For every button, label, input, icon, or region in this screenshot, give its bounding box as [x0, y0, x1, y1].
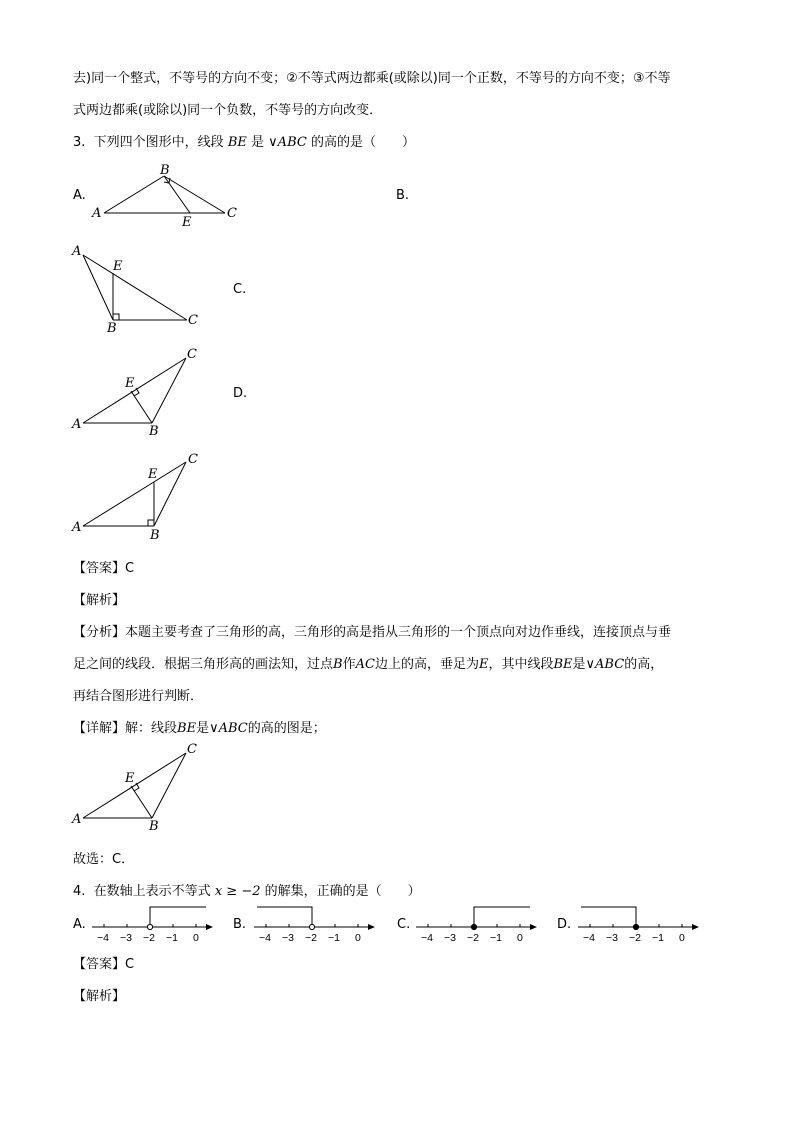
- q3-fenxi-seg-be: BE: [553, 657, 573, 672]
- q4-d-tick-4: −1: [652, 932, 664, 944]
- q4-a-tick-1: −4: [97, 932, 109, 944]
- q4-a-tick-4: −1: [166, 932, 178, 944]
- q3-fenxi-label: 【分析】: [73, 625, 126, 640]
- q3-fenxi-2e: 是: [572, 657, 586, 672]
- q4-option-b-label: B.: [233, 917, 247, 932]
- q4-number: 4.: [73, 884, 86, 899]
- q4-inequality: x ≥ −2: [214, 884, 261, 899]
- q4-option-c-label: C.: [397, 917, 411, 932]
- q3-fenxi-seg-ac: AC: [355, 657, 375, 672]
- q4-analysis-label: 【解析】: [73, 989, 126, 1004]
- fig-d-label-a: A: [72, 520, 82, 535]
- q4-numberline-c: [416, 907, 537, 944]
- q4-c-tick-3: −2: [467, 932, 479, 944]
- q4-a-open-dot: [147, 924, 152, 929]
- fig-c-label-c: C: [187, 347, 197, 362]
- q4-b-tick-2: −3: [282, 932, 294, 944]
- q4-stem-a: 在数轴上表示不等式: [93, 884, 211, 899]
- q3-fenxi-2f: 的高，: [624, 657, 664, 672]
- intro-line-1: 去)同一个整式，不等号的方向不变；②不等式两边都乘(或除以)同一个正数，不等号的方向不变；③不等: [73, 71, 671, 86]
- q4-b-tick-5: 0: [355, 932, 361, 944]
- q3-fenxi-line-3: 再结合图形进行判断．: [73, 689, 204, 704]
- q3-fenxi-2b: 作: [342, 657, 356, 672]
- fig-b-label-a: A: [72, 244, 82, 259]
- q3-number: 3.: [73, 135, 86, 150]
- fig-b-label-e: E: [113, 259, 123, 274]
- fig-a-label-c: C: [227, 206, 237, 221]
- q3-stem-c: 的高的是（ ）: [310, 135, 415, 150]
- fig-e-label-a: A: [72, 812, 82, 827]
- q3-answer-value: C: [125, 561, 135, 576]
- q4-answer: [73, 953, 134, 972]
- q3-detail-label: 【详解】: [73, 721, 126, 736]
- q3-fenxi-2a: 足之间的线段．根据三角形高的画法知，过点: [73, 657, 334, 672]
- q3-fenxi-tri: ∨ABC: [585, 657, 625, 672]
- q3-option-b-label: B.: [396, 188, 410, 203]
- fig-e-label-c: C: [187, 742, 197, 757]
- fig-a-label-b: B: [160, 163, 170, 178]
- fig-b-label-b: B: [107, 321, 117, 336]
- fig-b-label-c: C: [188, 313, 198, 328]
- q3-detail-a: 解：线段: [125, 721, 178, 736]
- q4-a-tick-5: 0: [193, 932, 199, 944]
- fig-d-label-e: E: [148, 467, 158, 482]
- q3-option-a-label: A.: [73, 188, 86, 203]
- q4-d-tick-2: −3: [606, 932, 618, 944]
- q4-a-tick-3: −2: [143, 932, 155, 944]
- fig-c-label-e: E: [125, 376, 135, 391]
- q4-c-tick-2: −3: [444, 932, 456, 944]
- q3-detail-b: 是: [196, 721, 210, 736]
- q3-fenxi-point-e: E: [478, 657, 489, 672]
- q4-c-solid-dot: [471, 924, 476, 929]
- q4-answer-value: C: [125, 957, 135, 972]
- fig-a-label-e: E: [182, 215, 192, 230]
- q4-d-tick-1: −4: [583, 932, 595, 944]
- q4-c-tick-5: 0: [517, 932, 523, 944]
- q4-a-tick-2: −3: [120, 932, 132, 944]
- q3-detail-seg: BE: [177, 721, 197, 736]
- intro-line-2: 式两边都乘(或除以)同一个负数，不等号的方向改变．: [73, 103, 383, 118]
- q4-b-tick-4: −1: [328, 932, 340, 944]
- q4-c-tick-4: −1: [490, 932, 502, 944]
- q3-detail-c: 的高的图是；: [247, 721, 326, 736]
- q4-stem-b: 的解集，正确的是（ ）: [264, 884, 421, 899]
- q3-option-d-label: D.: [233, 386, 248, 401]
- q4-b-tick-3: −2: [305, 932, 317, 944]
- fig-c-label-b: B: [149, 424, 159, 439]
- q3-fenxi-point-b: B: [333, 657, 343, 672]
- q4-d-tick-3: −2: [629, 932, 641, 944]
- q3-fenxi-text-1: 本题主要考查了三角形的高，三角形的高是指从三角形的一个顶点向对边作垂线，连接顶点与垂: [125, 625, 672, 640]
- q3-stem-b: 是: [251, 135, 265, 150]
- q3-fenxi-2d: ，其中线段: [488, 657, 554, 672]
- q4-d-solid-dot: [633, 924, 638, 929]
- q3-answer-label: 【答案】: [73, 561, 126, 576]
- q3-detail-tri: ∨ABC: [209, 721, 248, 736]
- q3-stem-a: 下列四个图形中，线段: [93, 135, 224, 150]
- q3-tri: ∨ABC: [268, 135, 307, 150]
- q4-numberline-a: [92, 907, 213, 944]
- fig-e-label-e: E: [125, 771, 135, 786]
- q3-fenxi-2c: 边上的高，垂足为: [374, 657, 479, 672]
- q4-numberline-d: [578, 907, 699, 944]
- fig-e-label-b: B: [149, 819, 159, 834]
- q4-numberline-b: [254, 907, 375, 944]
- q4-answer-label: 【答案】: [73, 957, 126, 972]
- q4-option-a-label: A.: [73, 917, 86, 932]
- q4-b-open-dot: [309, 924, 314, 929]
- q4-option-d-label: D.: [557, 917, 572, 932]
- q3-option-c-label: C.: [233, 282, 247, 297]
- fig-d-label-b: B: [150, 528, 160, 543]
- q4-c-tick-1: −4: [421, 932, 433, 944]
- q3-seg: BE: [227, 135, 247, 150]
- fig-a-label-a: A: [92, 206, 102, 221]
- q4-b-tick-1: −4: [259, 932, 271, 944]
- q3-analysis-label: 【解析】: [73, 593, 126, 608]
- q4-d-tick-5: 0: [679, 932, 685, 944]
- q3-conclusion: 故选：C．: [73, 852, 135, 867]
- fig-d-label-c: C: [188, 452, 198, 467]
- fig-c-label-a: A: [72, 417, 82, 432]
